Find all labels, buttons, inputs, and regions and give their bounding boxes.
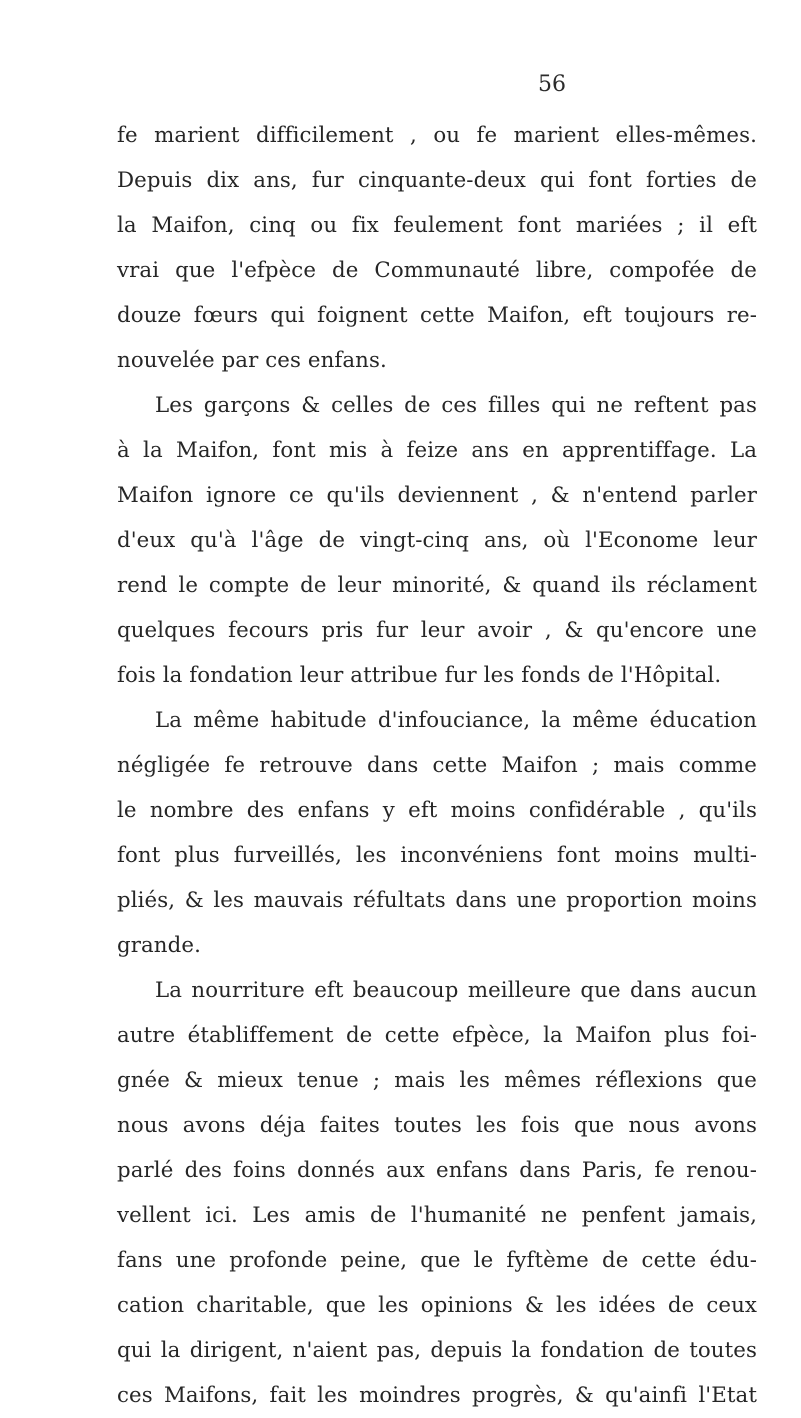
paragraph-start-line: La nourriture eft beaucoup meilleure que dans aucun: [155, 978, 757, 1003]
text-line: fans une profonde peine, que le fyftème de cette édu-: [117, 1248, 757, 1273]
text-line: nouvelée par ces enfans.: [117, 348, 387, 373]
text-line: vellent ici. Les amis de l'humanité ne penfent jamais,: [117, 1203, 757, 1228]
text-line: le nombre des enfans y eft moins confidérable , qu'ils: [117, 798, 757, 823]
text-line: cation charitable, que les opinions & les idées de ceux: [117, 1293, 757, 1318]
text-line: autre établiffement de cette efpèce, la Maifon plus foi-: [117, 1023, 757, 1048]
text-line: Maifon ignore ce qu'ils deviennent , & n'entend parler: [117, 483, 757, 508]
text-line: la Maifon, cinq ou fix feulement font mariées ; il eft: [117, 213, 757, 238]
text-line: négligée fe retrouve dans cette Maifon ; mais comme: [117, 753, 757, 778]
text-line: nous avons déja faites toutes les fois que nous avons: [117, 1113, 757, 1138]
text-line: gnée & mieux tenue ; mais les mêmes réflexions que: [117, 1068, 757, 1093]
body-text: [117, 113, 757, 1418]
text-line: grande.: [117, 933, 201, 958]
text-line: quelques fecours pris fur leur avoir , & qu'encore une: [117, 618, 757, 643]
page-number: 56: [538, 72, 566, 97]
text-line: d'eux qu'à l'âge de vingt-cinq ans, où l'Econome leur: [117, 528, 757, 553]
text-line: à la Maifon, font mis à feize ans en apprentiffage. La: [117, 438, 757, 463]
text-line: Depuis dix ans, fur cinquante-deux qui font forties de: [117, 168, 757, 193]
paragraph-start-line: La même habitude d'infouciance, la même éducation: [155, 708, 757, 733]
text-line: fe marient difficilement , ou fe marient elles-mêmes.: [117, 123, 757, 148]
text-line: font plus furveillés, les inconvéniens font moins multi-: [117, 843, 757, 868]
text-line: douze fœurs qui foignent cette Maifon, eft toujours re-: [117, 303, 757, 328]
text-line: pliés, & les mauvais réfultats dans une proportion moins: [117, 888, 757, 913]
text-line: qui la dirigent, n'aient pas, depuis la fondation de toutes: [117, 1338, 757, 1363]
text-line: vrai que l'efpèce de Communauté libre, compofée de: [117, 258, 757, 283]
text-line: ces Maifons, fait les moindres progrès, & qu'ainfi l'Etat: [117, 1383, 757, 1408]
text-line: rend le compte de leur minorité, & quand ils réclament: [117, 573, 757, 598]
text-line: parlé des foins donnés aux enfans dans Paris, fe renou-: [117, 1158, 757, 1183]
paragraph-start-line: Les garçons & celles de ces filles qui ne reftent pas: [155, 393, 757, 418]
text-line: fois la fondation leur attribue fur les fonds de l'Hôpital.: [117, 663, 722, 688]
